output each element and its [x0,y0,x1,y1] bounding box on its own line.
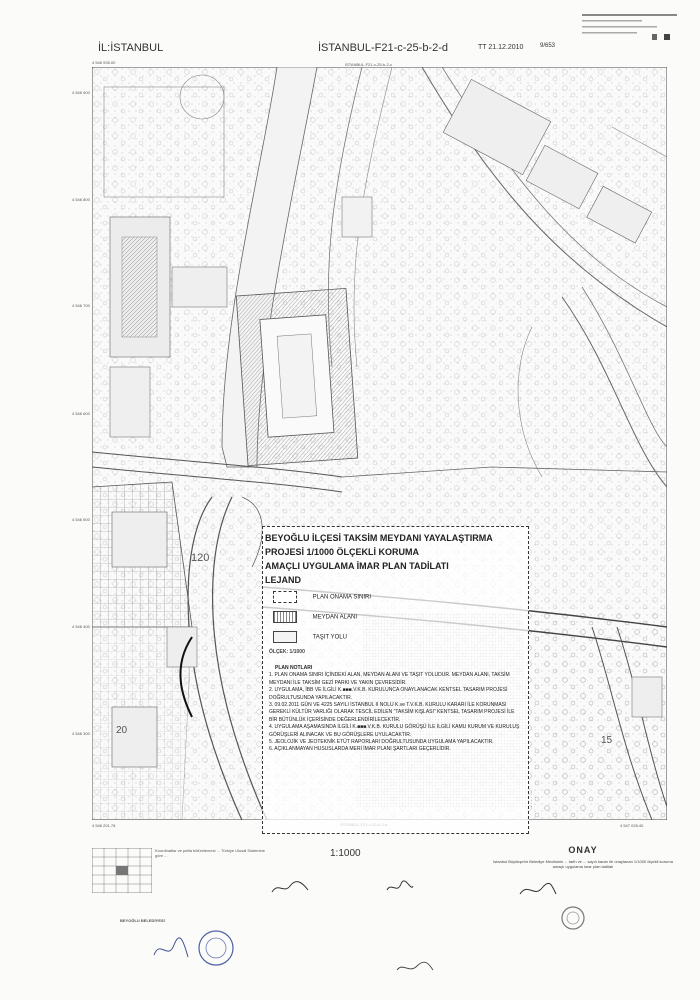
map-number-15: 15 [601,735,613,746]
coord-top-left: 4 546 935.00 [92,60,116,65]
coord-left-4: 4 546 600 [72,411,90,416]
bottom-signature-icon [395,960,435,976]
legend-title-line-1: BEYOĞLU İLÇESİ TAKSİM MEYDANI YAYALAŞTIRMA [265,533,493,543]
legend-item-label: PLAN ONAMA SINIRI [312,594,372,601]
sheet-date: TT 21.12.2010 [478,44,524,51]
plan-note-6: 6. AÇIKLANMAYAN HUSUSLARDA MERİ İMAR PLANI ŞARTLARI GEÇERLİDİR. [269,746,451,753]
sheet-id: İSTANBUL-F21-c-25-b-2-d [318,42,448,54]
approval-text: İstanbul Büyükşehir Belediye Meclisinin ... tarih ve ... sayılı kararı ile onaylanan 1/1000 ölçekli koruma amaçlı uygulama imar plan tadilatı [493,859,673,869]
legend-title [263,531,530,587]
approval-title: ONAY [568,845,598,855]
map-number-120: 120 [191,552,210,564]
coord-bottom-left: 4 546 201.78 [92,823,116,828]
signature-scribble-2 [385,880,415,896]
office-signature-icon [150,935,190,965]
coord-left-5: 4 546 500 [72,517,90,522]
plan-note-5: 5. JEOLOJİK VE JEOTEKNİK ETÜT RAPORLARI DOĞRULTUSUNDA UYGULAMA YAPILACAKTIR. [269,739,494,746]
legend-item-label: TAŞIT YOLU [312,634,347,641]
signature-scribble-3 [518,882,558,898]
plan-note-1: 1. PLAN ONAMA SINIRI İÇİNDEKİ ALAN, MEYDAN ALANI VE TAŞIT YOLUDUR. MEYDAN ALANI, TAKSİM MEYDANI İLE TAKSİM GEZİ PARKI VE YAKIN ÇEVRESİDİR. [269,672,510,686]
top-right-stamp [582,14,677,44]
coord-left-7: 4 546 300 [72,731,90,736]
plan-notes [269,665,521,754]
plan-note-4: 4. UYGULAMA AŞAMASINDA İLGİLİ K.■■■.V.K.B. KURULU GÖRÜŞÜ İLE İLGİLİ KAMU KURUM VE KURULUŞ GÖRÜŞLERİ ALINACAK VE BU GÖRÜŞLERE UYULACAKTIR. [269,724,520,738]
legend-item-label: MEYDAN ALANI [312,614,358,621]
footer-scale: 1:1000 [330,848,361,859]
legend-item-vehicle-road [273,631,347,643]
vehicle-road-symbol [273,631,297,643]
sheet-index-grid [92,848,152,893]
legend-box [262,526,529,834]
coord-left-1: 4 546 900 [72,90,90,95]
legend-title-line-2: PROJESİ 1/1000 ÖLÇEKLİ KORUMA [265,547,420,557]
legend-title-line-4: LEJAND [265,575,302,585]
province-label: İL:İSTANBUL [98,42,164,54]
coord-left-6: 4 546 400 [72,624,90,629]
office-label: BEYOĞLU BELEDİYESİ [120,918,165,923]
coord-left-2: 4 546 800 [72,197,90,202]
plan-note-2: 2. UYGULAMA, İBB VE İLGİLİ K.■■■.V.K.B. KURULUNCA ONAYLANACAK KENTSEL TASARIM PROJESİ DOĞRULTUSUNDA YAPILACAKTIR. [269,687,508,701]
signature-scribble-1 [270,880,310,896]
legend-item-square-area [273,611,357,623]
plan-note-3: 3. 09.02.2011 GÜN VE 4225 SAYILI İSTANBUL II NOLU K.ve T.V.K.B. KURULU KARARI İLE KORUNMASI GEREKLİ KÜLTÜR VARLIĞI OLARAK TESCİL EDİLEN "TAKSİM KIŞLASI" KENTSEL TASARIM PROJESİ İLE BİR BÜTÜNLÜK İÇERİSİNDE DEĞERLENDİRİLECEKTİR. [269,702,515,723]
square-area-symbol [273,611,297,623]
plan-notes-title: PLAN NOTLARI [275,665,313,671]
map-number-20: 20 [116,725,128,736]
coord-bottom-right: 4 547 026.40 [620,823,644,828]
office-seal-icon [196,928,236,968]
approval-seal-icon [560,905,586,931]
coord-left-3: 4 546 700 [72,303,90,308]
legend-item-plan-boundary [273,591,371,603]
legend-scale: ÖLÇEK: 1/1000 [269,649,305,655]
top-sheet-label: İSTANBUL-F21-c-25-b-2-c [345,62,393,67]
footer-left-text: Koordinatlar ve pafta bölümlemesi ... Türkiye Ulusal Sistemine göre ... [155,848,265,858]
plan-boundary-symbol [273,591,297,603]
legend-title-line-3: AMAÇLI UYGULAMA İMAR PLAN TADİLATI [265,561,449,571]
sheet-number: 9/653 [540,43,556,49]
